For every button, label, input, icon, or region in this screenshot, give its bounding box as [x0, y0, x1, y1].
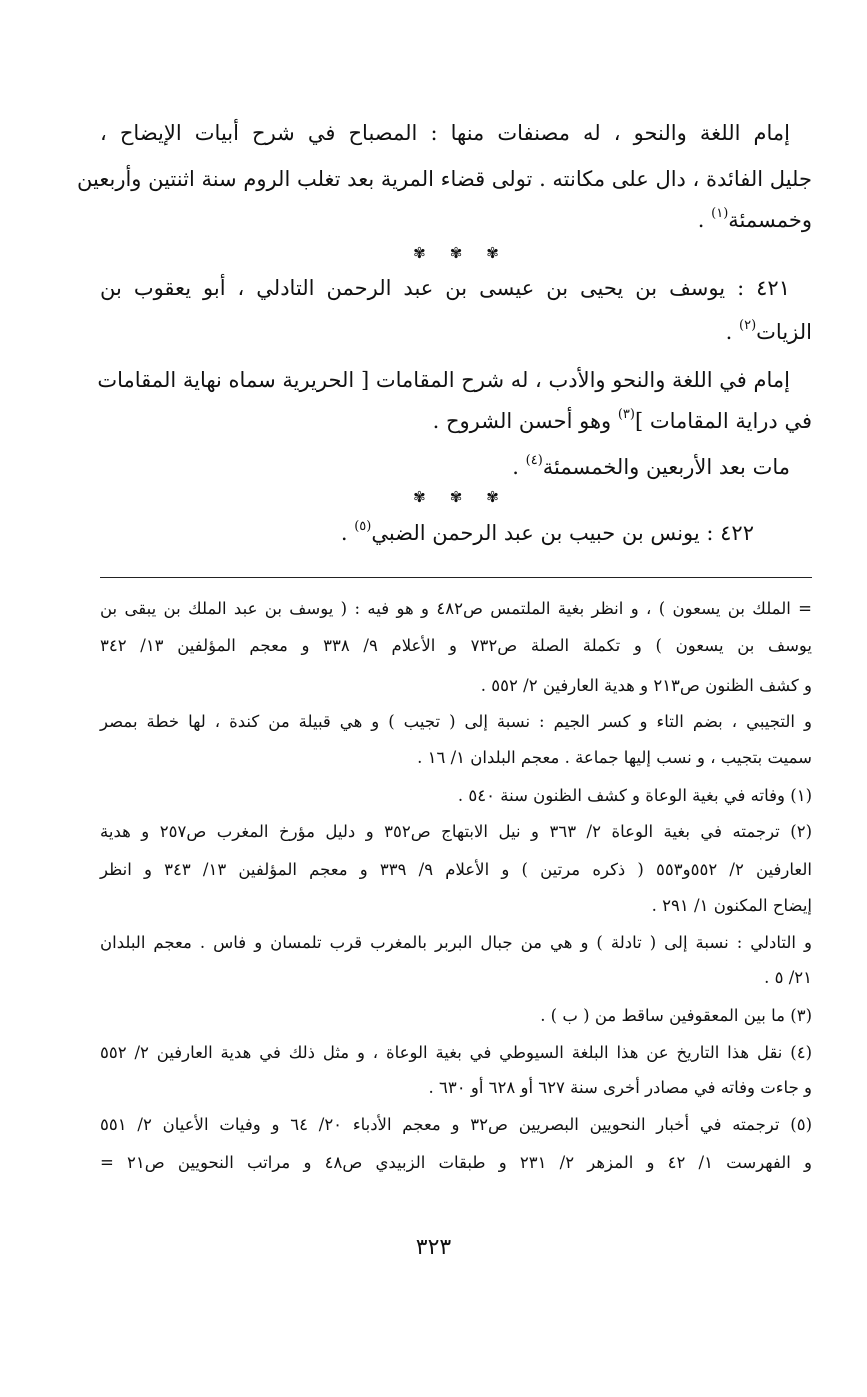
paragraph-line: إمام في اللغة والنحو والأدب ، له شرح المقامات [ الحريرية سماه نهاية المقامات — [97, 368, 790, 392]
footnote-line: و الفهرست ١/ ٤٢ و المزهر ٢/ ٢٣١ و طبقات الزبيدي ص٤٨ و مراتب النحويين ص٢١ = — [100, 1153, 813, 1172]
page-number: ٣٢٣ — [415, 1235, 452, 1260]
paragraph-line: جليل الفائدة ، دال على مكانته . تولى قضاء المرية بعد تغلب الروم سنة اثنتين وأربعين — [77, 167, 812, 191]
footnote-line: و التجيبي ، بضم التاء و كسر الجيم : نسبة إلى ( تجيب ) و هي قبيلة من كندة ، لها خطة بمصر — [100, 712, 812, 731]
footnote-divider — [100, 577, 812, 578]
footnote-ref: (٣) — [617, 407, 635, 422]
footnote-2: (٢) ترجمته في بغية الوعاة ٢/ ٣٦٣ و نيل الابتهاج ص٣٥٢ و دليل مؤرخ المغرب ص٢٥٧ و هدية — [100, 822, 812, 841]
section-separator: ✾ ✾ ✾ — [413, 244, 499, 262]
footnote-line: إيضاح المكنون ١/ ٢٩١ . — [651, 896, 812, 915]
footnote-line: و التادلي : نسبة إلى ( تادلة ) و هي من جبال البربر بالمغرب قرب تلمسان و فاس . معجم البلدان — [100, 933, 812, 952]
footnote-ref: (٢) — [739, 318, 757, 333]
entry-heading: ٤٢٢ : يونس بن حبيب بن عبد الرحمن الضبي$^{(٥)}$ . — [340, 519, 754, 545]
footnote-line: العارفين ٢/ ٥٥٢و٥٥٣ ( ذكره مرتين ) و الأعلام ٩/ ٣٣٩ و معجم المؤلفين ١٣/ ٣٤٣ و انظر — [100, 860, 812, 879]
footnote-line: و جاءت وفاته في مصادر أخرى سنة ٦٢٧ أو ٦٢٨ أو ٦٣٠ . — [428, 1078, 812, 1097]
entry-heading: الزيات$^{(٢)}$ . — [725, 318, 812, 344]
footnote-line: سميت بتجيب ، و نسب إليها جماعة . معجم البلدان ١/ ١٦ . — [417, 748, 812, 767]
footnote-5: (٥) ترجمته في أخبار النحويين البصريين ص٣٢ و معجم الأدباء ٢٠/ ٦٤ و وفيات الأعيان ٢/ ٥٥١ — [100, 1115, 813, 1134]
footnote-ref: (١) — [711, 206, 729, 221]
entry-heading: ٤٢١ : يوسف بن يحيى بن عيسى بن عبد الرحمن التادلي ، أبو يعقوب بن — [100, 276, 790, 300]
footnote-line: يوسف بن يسعون ) و تكملة الصلة ص٧٣٢ و الأعلام ٩/ ٣٣٨ و معجم المؤلفين ١٣/ ٣٤٢ — [100, 636, 813, 655]
footnote-line: = الملك بن يسعون ) ، و انظر بغية الملتمس ص٤٨٢ و هو فيه : ( يوسف بن عبد الملك بن يبقى بن — [100, 599, 812, 618]
paragraph-line: مات بعد الأربعين والخمسمئة$^{(٤)}$ . — [512, 453, 790, 479]
paragraph-line: إمام اللغة والنحو ، له مصنفات منها : المصباح في شرح أبيات الإيضاح ، — [100, 121, 790, 145]
footnote-3: (٣) ما بين المعقوفين ساقط من ( ب ) . — [540, 1006, 812, 1025]
footnote-1: (١) وفاته في بغية الوعاة و كشف الظنون سنة ٥٤٠ . — [457, 786, 812, 805]
footnote-ref: (٥) — [354, 519, 372, 534]
paragraph-line: في دراية المقامات ]$^{(٣)}$ وهو أحسن الشروح . — [432, 407, 812, 433]
footnote-line: و كشف الظنون ص٢١٣ و هدية العارفين ٢/ ٥٥٢ . — [480, 676, 812, 695]
footnote-ref: (٤) — [525, 453, 543, 468]
footnote-line: ٢١/ ٥ . — [764, 968, 812, 987]
footnote-4: (٤) نقل هذا التاريخ عن هذا البلغة السيوطي في بغية الوعاة ، و مثل ذلك في هدية العارفين ٢/ ٥٥٢ — [100, 1043, 812, 1062]
section-separator: ✾ ✾ ✾ — [413, 488, 499, 506]
paragraph-line: وخمسمئة$^{(١)}$ . — [697, 206, 812, 232]
